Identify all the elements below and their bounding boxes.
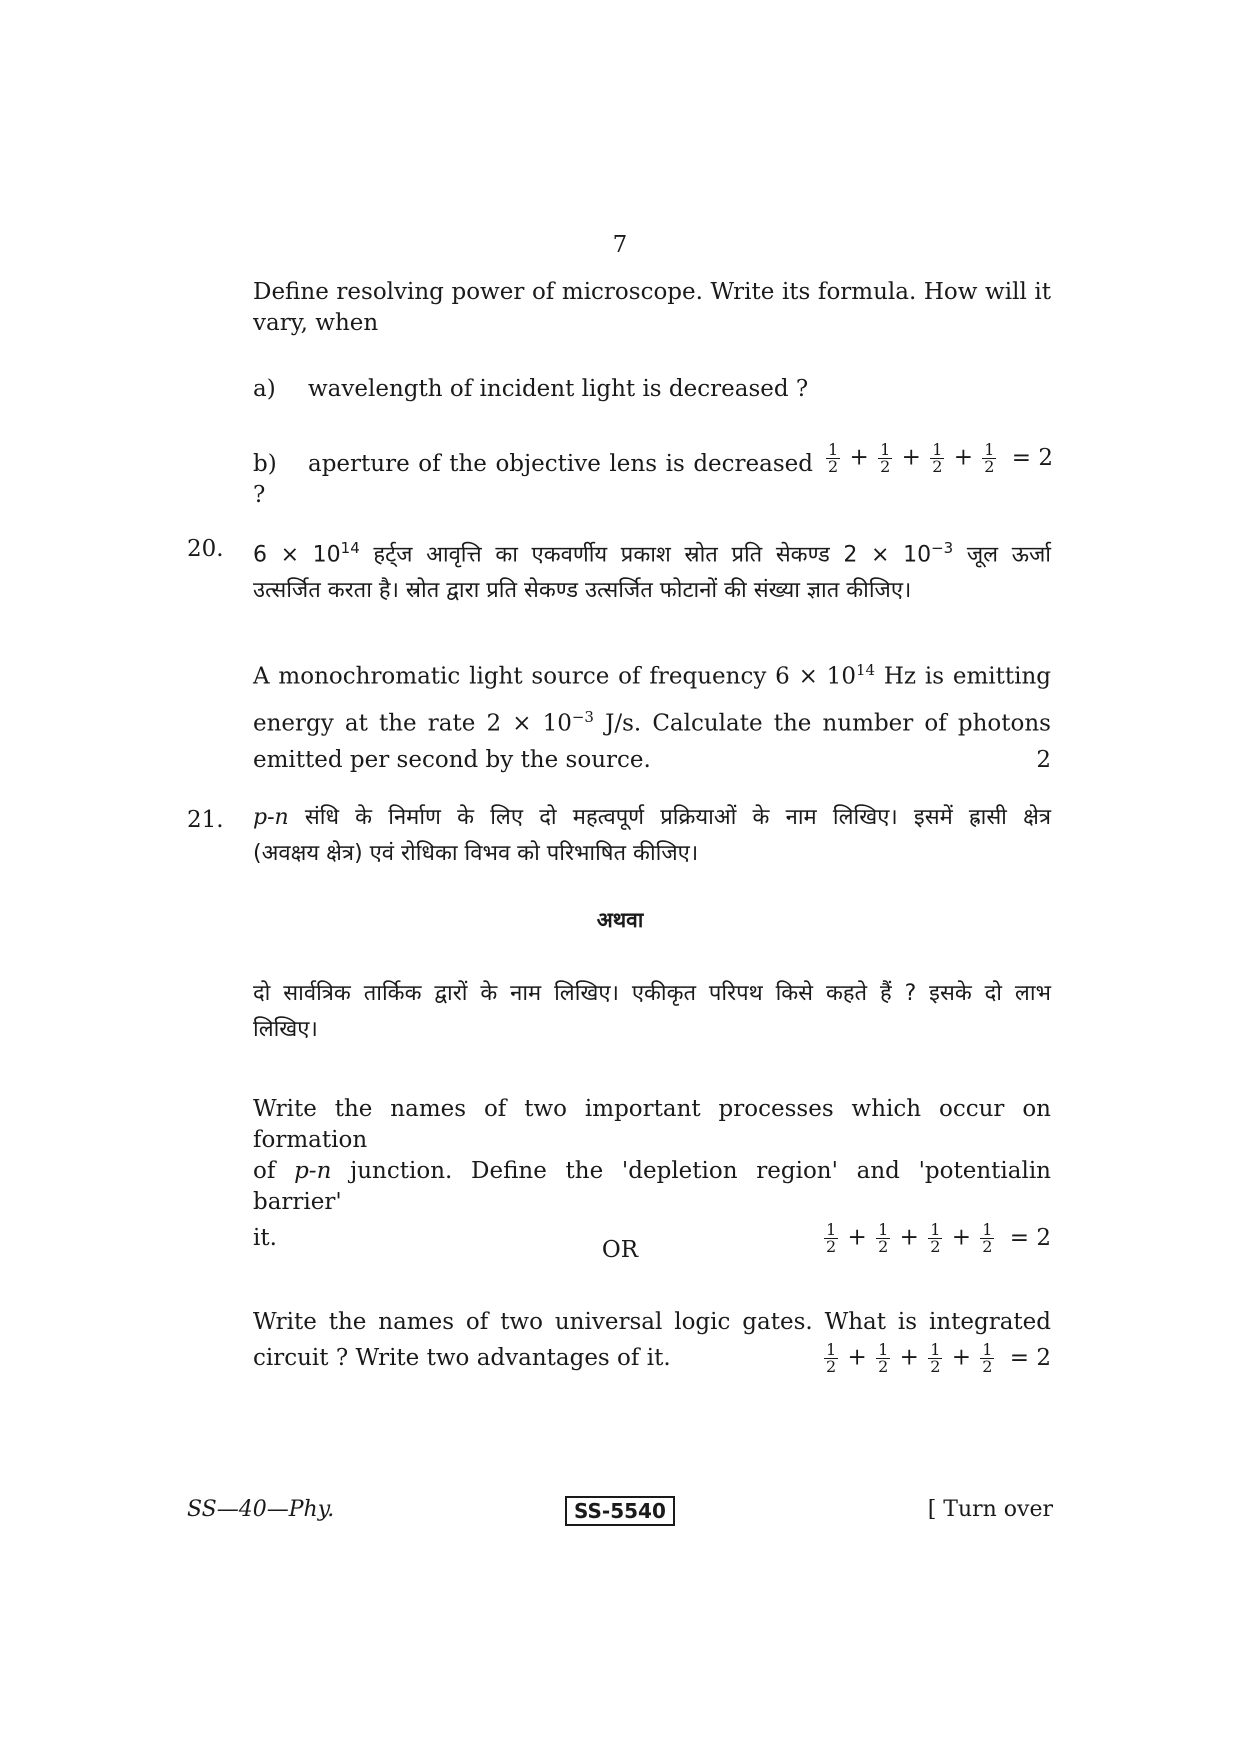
q21-hindi-or [253, 976, 1051, 1048]
q21-hindi-line1: p-n संधि के निर्माण के लिए दो महत्वपूर्ण प्रक्रियाओं के नाम लिखिए। इसमें ह्रासी क्षेत्र [253, 805, 1051, 830]
q19-b-text: aperture of the objective lens is decreased ? [253, 451, 813, 508]
half-fraction: $\frac{1}{2}$ [826, 1220, 837, 1256]
q21-or-marks: $\frac{1}{2}$ + $\frac{1}{2}$ + $\frac{1}{2}$ + $\frac{1}{2}$ = 2 [826, 1340, 1051, 1376]
footer-left: SS—40—Phy. [187, 1497, 335, 1522]
half-fraction: $\frac{1}{2}$ [930, 1340, 941, 1376]
half-fraction: $\frac{1}{2}$ [982, 1340, 993, 1376]
q20-hindi [253, 530, 1051, 609]
q21-eng-line2: of p-n junction. Define the 'depletion region' and 'potential barrier' in [253, 1158, 1051, 1215]
half-fraction: $\frac{1}{2}$ [930, 1220, 941, 1256]
q19-b-label: b) [253, 451, 277, 477]
q19-marks: $\frac{1}{2}$ + $\frac{1}{2}$ + $\frac{1}{2}$ + $\frac{1}{2}$ = 2 [828, 440, 1053, 476]
q19-a-text: wavelength of incident light is decreased ? [308, 376, 809, 402]
q21-eng-line1: Write the names of two important processes which occur on formation [253, 1096, 1051, 1153]
half-fraction: $\frac{1}{2}$ [878, 1340, 889, 1376]
q20-marks: 2 [1036, 747, 1051, 774]
q21-hindi [253, 800, 1051, 872]
page-number: 7 [612, 232, 628, 258]
q20-hindi-line2: उत्सर्जित करता है। स्रोत द्वारा प्रति सेकण्ड उत्सर्जित फोटानों की संख्या ज्ञात कीजिए। [253, 578, 912, 604]
q21-eng-or-line2: circuit ? Write two advantages of it. $\frac{1}{2}$ + $\frac{1}{2}$ + $\frac{1}{2}$ + $\frac{1}{2}$ = 2 [253, 1340, 1051, 1376]
half-fraction: $\frac{1}{2}$ [878, 1220, 889, 1256]
q21-marks: $\frac{1}{2}$ + $\frac{1}{2}$ + $\frac{1}{2}$ + $\frac{1}{2}$ = 2 [826, 1220, 1051, 1256]
q19-option-b [253, 449, 813, 511]
q19-a-label: a) [253, 376, 276, 402]
q21-hindi-line2: (अवक्षय क्षेत्र) एवं रोधिका विभव को परिभाषित कीजिए। [253, 841, 699, 866]
q19-intro [253, 277, 1051, 339]
half-fraction: $\frac{1}{2}$ [826, 1340, 837, 1376]
q20-number: 20. [187, 536, 224, 562]
half-fraction: $\frac{1}{2}$ [828, 440, 839, 476]
q20-hindi-line1: $6 \times 10^{14}$ हर्ट्ज आवृत्ति का एकवर्णीय प्रकाश स्रोत प्रति सेकण्ड $2 \times 10^{-3}$ जूल ऊर्जा [253, 539, 1051, 568]
q21-athva: अथवा [596, 908, 644, 932]
half-fraction: $\frac{1}{2}$ [984, 440, 995, 476]
q20-eng-line1: A monochromatic light source of frequency $6 \times 10^{14}$ Hz is emitting [253, 661, 1051, 690]
q21-hindi-or-line2: लिखिए। [253, 1017, 318, 1042]
half-fraction: $\frac{1}{2}$ [880, 440, 891, 476]
q20-eng-line2: energy at the rate $2 \times 10^{-3}$ J/s. Calculate the number of photons [253, 707, 1051, 737]
q21-english [253, 1094, 1051, 1255]
footer-right: [ Turn over [927, 1497, 1053, 1522]
half-fraction: $\frac{1}{2}$ [932, 440, 943, 476]
footer-code-box: SS-5540 [565, 1496, 675, 1526]
q20-eng-line3: emitted per second by the source. 2 [253, 743, 1051, 777]
q21-or-label: OR [601, 1237, 639, 1263]
q20-english [253, 650, 1051, 777]
q19-intro-text: Define resolving power of microscope. Write its formula. How will it vary, when [253, 279, 1051, 336]
half-fraction: $\frac{1}{2}$ [982, 1220, 993, 1256]
q21-eng-line3: it. $\frac{1}{2}$ + $\frac{1}{2}$ + $\frac{1}{2}$ + $\frac{1}{2}$ = 2 [253, 1220, 1051, 1256]
q21-eng-or-line1: Write the names of two universal logic gates. What is integrated [253, 1309, 1051, 1335]
q21-number: 21. [187, 807, 224, 833]
q21-hindi-or-line1: दो सार्वत्रिक तार्किक द्वारों के नाम लिखिए। एकीकृत परिपथ किसे कहते हैं ? इसके दो लाभ [253, 981, 1051, 1006]
q19-option-a [253, 374, 1051, 405]
q21-english-or [253, 1307, 1051, 1375]
